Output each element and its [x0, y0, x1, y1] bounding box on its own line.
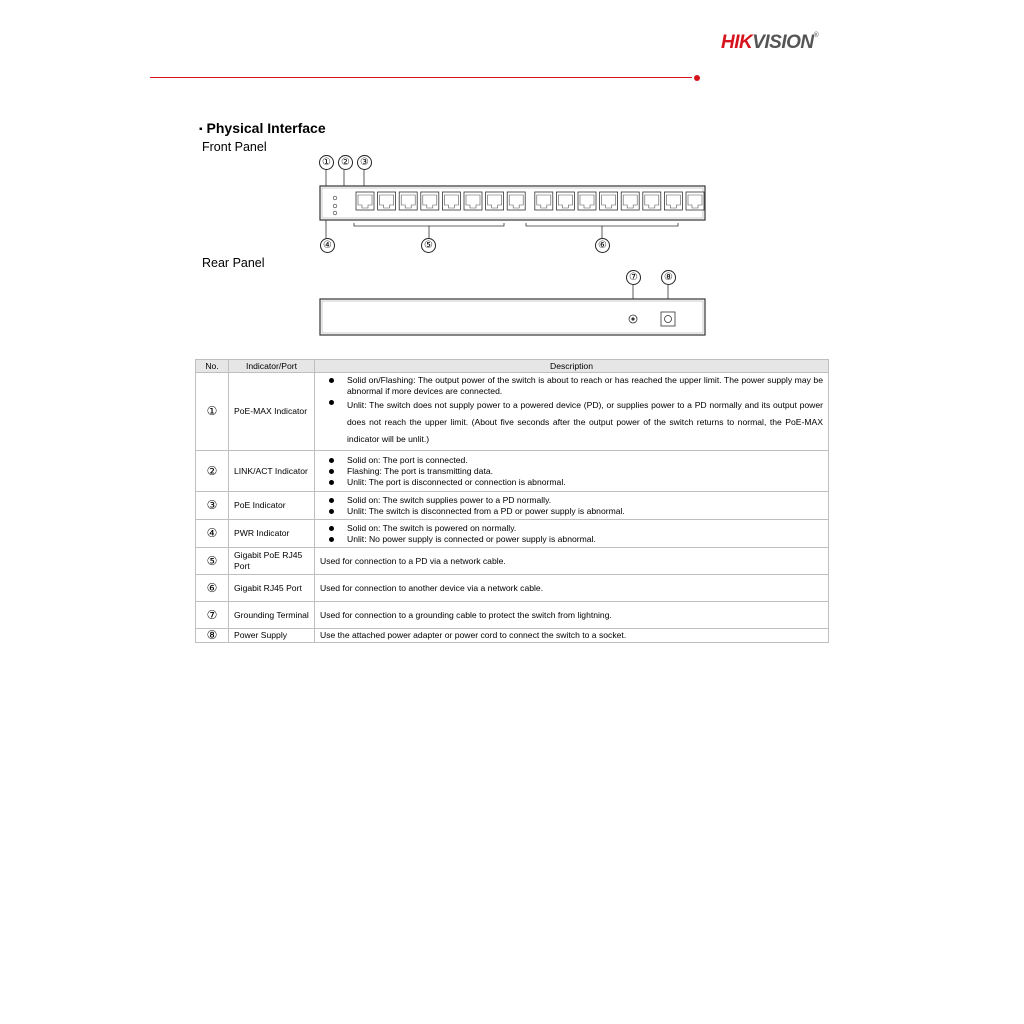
rj45-port-icon [556, 192, 574, 210]
row-name: Gigabit RJ45 Port [229, 575, 315, 602]
table-row [196, 629, 829, 643]
header-divider-dot [694, 75, 700, 81]
hikvision-logo [721, 32, 818, 54]
callout-8: ⑧ [661, 270, 676, 285]
description-bullet: Unlit: The switch does not supply power to a powered device (PD), or supplies power to a PD normally and its output power does not reach the upper limit. (About five seconds after the output power of the switch returns to normal, the PoE-MAX indicator will be unlit.) [320, 397, 823, 448]
row-name: PoE Indicator [229, 492, 315, 520]
row-description [315, 492, 829, 520]
row-description [315, 520, 829, 548]
logo-main-text: HIK [721, 32, 753, 53]
section-title-text: Physical Interface [206, 120, 326, 136]
row-name: Gigabit PoE RJ45 Port [229, 548, 315, 575]
front-panel-diagram [316, 168, 708, 240]
table-row [196, 373, 829, 451]
callout-1: ① [319, 155, 334, 170]
row-description [315, 451, 829, 492]
description-bullet: Solid on: The switch supplies power to a PD normally. [320, 495, 823, 506]
interface-table [195, 359, 829, 643]
description-bullet: Unlit: The port is disconnected or connection is abnormal. [320, 477, 823, 488]
row-name: Power Supply [229, 629, 315, 643]
section-title [199, 120, 326, 136]
rj45-port-icon [621, 192, 639, 210]
table-row [196, 575, 829, 602]
row-description: Use the attached power adapter or power cord to connect the switch to a socket. [315, 629, 829, 643]
logo-sub-text: VISION [752, 32, 814, 53]
table-row [196, 548, 829, 575]
front-panel-label: Front Panel [202, 140, 267, 154]
description-bullet: Flashing: The port is transmitting data. [320, 466, 823, 477]
callout-7: ⑦ [626, 270, 641, 285]
section-bullet-icon: ▪ [199, 123, 203, 135]
row-name: LINK/ACT Indicator [229, 451, 315, 492]
header-indicator-port: Indicator/Port [229, 360, 315, 373]
description-bullet: Unlit: The switch is disconnected from a PD or power supply is abnormal. [320, 506, 823, 517]
rj45-port-icon [686, 192, 704, 210]
row-number: ⑦ [196, 602, 229, 629]
row-number: ③ [196, 492, 229, 520]
rj45-port-icon [399, 192, 417, 210]
rj45-port-icon [356, 192, 374, 210]
callout-3: ③ [357, 155, 372, 170]
power-socket-icon [661, 312, 675, 326]
row-name: PWR Indicator [229, 520, 315, 548]
row-number: ⑧ [196, 629, 229, 643]
table-row [196, 492, 829, 520]
row-number: ② [196, 451, 229, 492]
rj45-port-icon [507, 192, 525, 210]
callout-6: ⑥ [595, 238, 610, 253]
row-description: Used for connection to a grounding cable to protect the switch from lightning. [315, 602, 829, 629]
header-no: No. [196, 360, 229, 373]
rj45-port-icon [442, 192, 460, 210]
rj45-port-icon [421, 192, 439, 210]
callout-5: ⑤ [421, 238, 436, 253]
rj45-port-icon [378, 192, 396, 210]
row-description: Used for connection to a PD via a network cable. [315, 548, 829, 575]
rj45-port-icon [486, 192, 504, 210]
row-name: Grounding Terminal [229, 602, 315, 629]
callout-4: ④ [320, 238, 335, 253]
row-description [315, 373, 829, 451]
logo-registered-mark: ® [813, 32, 819, 39]
row-description: Used for connection to another device via a network cable. [315, 575, 829, 602]
rear-panel-label: Rear Panel [202, 256, 265, 270]
description-bullet: Solid on/Flashing: The output power of the switch is about to reach or has reached the upper limit. The power supply may be abnormal if more devices are connected. [320, 375, 823, 397]
rj45-port-icon [464, 192, 482, 210]
row-number: ④ [196, 520, 229, 548]
header-divider-line [150, 77, 692, 78]
rj45-port-icon [600, 192, 618, 210]
description-bullet: Solid on: The switch is powered on normally. [320, 523, 823, 534]
description-bullet: Unlit: No power supply is connected or power supply is abnormal. [320, 534, 823, 545]
table-row [196, 602, 829, 629]
rj45-port-icon [664, 192, 682, 210]
row-number: ⑤ [196, 548, 229, 575]
rj45-port-icon [578, 192, 596, 210]
header-description: Description [315, 360, 829, 373]
row-name: PoE-MAX Indicator [229, 373, 315, 451]
table-row [196, 451, 829, 492]
table-row [196, 520, 829, 548]
row-number: ① [196, 373, 229, 451]
rj45-port-icon [535, 192, 553, 210]
table-header-row [196, 360, 829, 373]
row-number: ⑥ [196, 575, 229, 602]
description-bullet: Solid on: The port is connected. [320, 455, 823, 466]
rear-panel-diagram [316, 283, 708, 339]
rj45-port-icon [643, 192, 661, 210]
callout-2: ② [338, 155, 353, 170]
